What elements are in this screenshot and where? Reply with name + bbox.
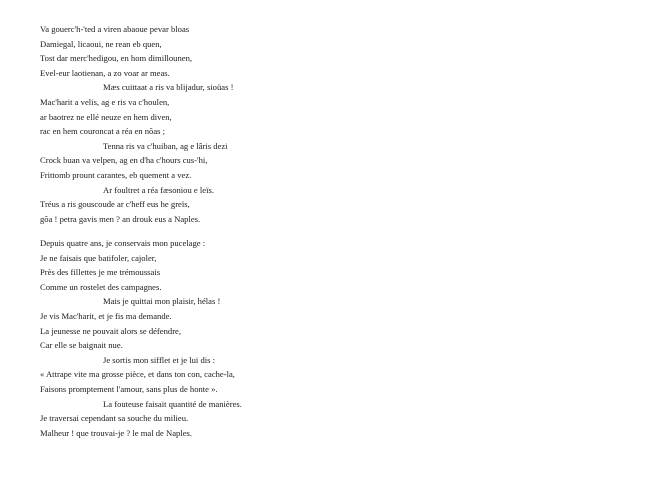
poem-line: Comme un rostelet des campagnes. — [40, 281, 162, 292]
poem-line: Damiegal, licaoui, ne rean eb quen, — [40, 38, 162, 49]
poem-line: Ar foultret a réa fæsoniou e leïs. — [103, 184, 214, 195]
poem-line: Je vis Mac'harit, et je fis ma demande. — [40, 310, 172, 321]
poem-line: Mais je quittai mon plaisir, hélas ! — [103, 296, 221, 307]
poem-line: Frittomb prount carantes, eb quement a vez. — [40, 169, 192, 180]
poem-line: Mac'harit a velis, ag e ris va c'houlen, — [40, 96, 170, 107]
poem-line: Je sortis mon sifflet et je lui dis : — [103, 354, 216, 365]
poem-line: Crock buan va velpen, ag en d'ha c'hours cus-'hi, — [40, 155, 208, 166]
poem-line: Tost dar merc'hedigou, en hom dimillounen, — [40, 53, 193, 64]
poem-line: Depuis quatre ans, je conservais mon pucelage : — [40, 238, 206, 248]
poem-line: Car elle se baignait nue. — [40, 340, 123, 351]
poem-line: « Attrape vite ma grosse pièce, et dans ton con, cache-la, — [40, 369, 235, 380]
poem-line: rac en hem couroncat a réa en nõas ; — [40, 126, 166, 137]
poem-line: Malheur ! que trouvai-je ? le mal de Naples. — [40, 427, 193, 438]
poem-line: Je ne faisais que batifoler, cajoler, — [40, 252, 157, 263]
poem-line: Je traversai cependant sa souche du milieu. — [40, 413, 189, 424]
poem-line: Faisons promptement l'amour, sans plus de honte ». — [40, 383, 218, 394]
poem-line: ar baotrez ne ellé neuze en hem diven, — [40, 111, 172, 122]
poem-line: Près des fillettes je me trémoussais — [40, 267, 161, 278]
poem-line: Va gouerc'h-'ted a viren abaoue pevar bloas — [40, 24, 190, 34]
poem-line: Evel-eur laotienan, a zo voar ar meas. — [40, 67, 170, 78]
stanza-breton — [40, 22, 370, 226]
poem-line: Tenna ris va c'huiban, ag e lâris dezi — [103, 140, 228, 151]
poem-line: La fouteuse faisait quantité de manières. — [103, 398, 242, 409]
poem-line: gõa ! petra gavis men ? an drouk eus a Naples. — [40, 213, 201, 224]
stanza-french — [40, 236, 370, 440]
poem-line: La jeunesse ne pouvait alors se défendre, — [40, 325, 182, 336]
poem-line: Mæs cuittaat a ris va blijadur, sioüas ! — [103, 82, 234, 93]
poem-line: Tréus a ris gouscoude ar c'heff eus he greïs, — [40, 199, 190, 210]
